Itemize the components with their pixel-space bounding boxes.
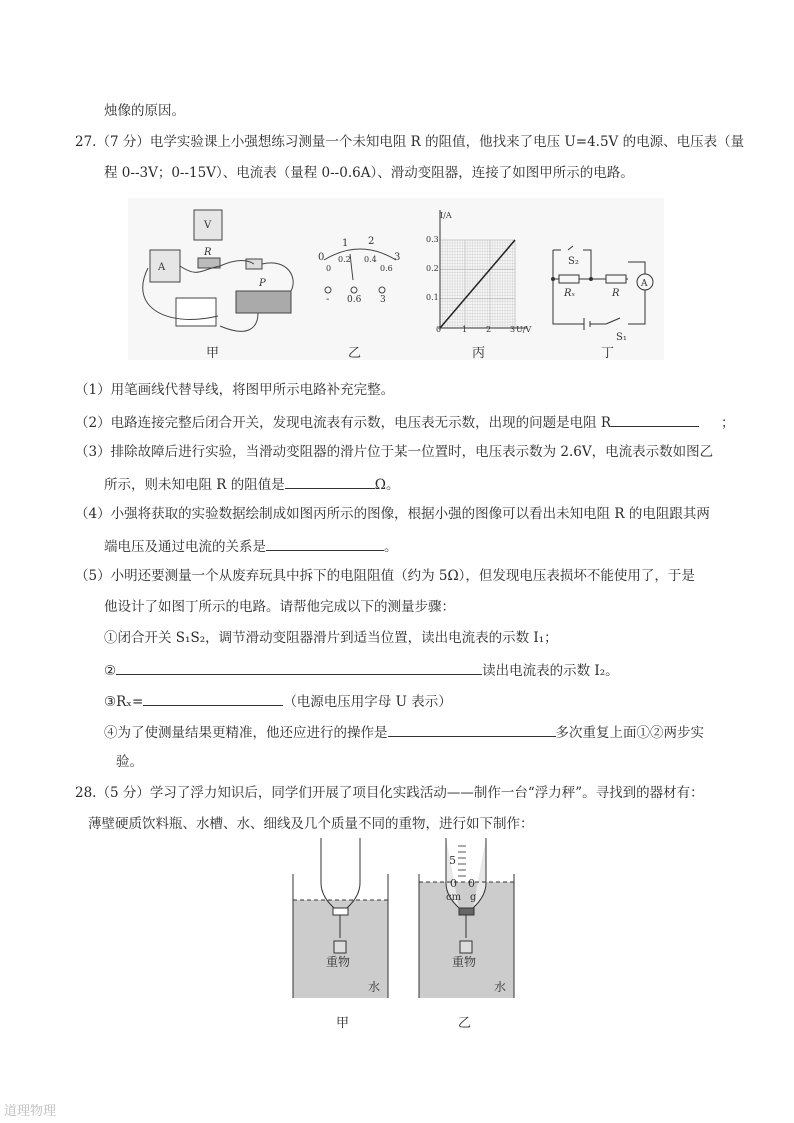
text-line <box>104 722 704 742</box>
caption-yi: 乙 <box>458 1016 472 1031</box>
water-label: 水 <box>368 980 381 994</box>
text: ② <box>104 663 117 679</box>
caption-bing: 丙 <box>472 346 486 361</box>
text: （电源电压用字母 U 表示） <box>283 694 452 710</box>
y-tick: 0.1 <box>426 293 439 302</box>
weight-label: 重物 <box>452 955 477 969</box>
unit-cm: cm <box>446 892 462 903</box>
ammeter-symbol: A <box>641 279 648 289</box>
voltmeter-label: V <box>204 220 212 231</box>
weight-label: 重物 <box>326 955 351 969</box>
terminal-label: - <box>326 294 330 305</box>
dial-bottom-tick: 0.6 <box>380 264 393 273</box>
figure-27 <box>128 198 664 360</box>
text: 多次重复上面①②两步实 <box>555 725 704 741</box>
switch-s1-label: S₁ <box>616 332 627 343</box>
caption-yi: 乙 <box>348 346 362 361</box>
dial-bottom-tick: 0.4 <box>364 255 377 264</box>
slider-label: P <box>259 278 266 289</box>
dial-top-tick: 3 <box>394 252 401 263</box>
dial-top-tick: 2 <box>368 236 375 247</box>
x-tick: 3 <box>510 325 516 334</box>
text-line: （1）用笔画线代替导线，将图甲所示电路补充完整。 <box>75 382 395 398</box>
ammeter-label: A <box>158 262 166 273</box>
text-line <box>104 536 398 556</box>
text: （2）电路连接完整后闭合开关，发现电流表有示数，电压表无示数，出现的问题是电阻 R <box>75 415 612 431</box>
tank-jia <box>293 838 388 998</box>
text: Ω。 <box>374 477 400 493</box>
text-line: （5）小明还要测量一个从废弃玩具中拆下的电阻阻值（约为 5Ω），但发现电压表损坏不能使用了，于是 <box>75 568 695 584</box>
text-line <box>104 474 399 494</box>
answer-blank[interactable] <box>388 722 556 737</box>
text-line <box>104 660 619 680</box>
text: ④为了使测量结果更精准，他还应进行的操作是 <box>104 725 388 741</box>
y-tick: 0.2 <box>426 264 439 273</box>
x-tick: 0 <box>436 325 442 334</box>
scale-zero-g: 0 <box>468 877 475 890</box>
caption-ding: 丁 <box>601 346 615 361</box>
question-27: 27.（7 分）电学实验课上小强想练习测量一个未知电阻 R 的阻值，他找来了电压 U=4.5V 的电源、电压表（量 <box>75 134 745 150</box>
text-line <box>104 691 452 711</box>
x-tick: 2 <box>486 325 492 334</box>
rx-label: Rₓ <box>564 288 576 299</box>
text-line: 验。 <box>116 754 143 770</box>
answer-blank[interactable] <box>266 536 384 551</box>
switch-s2-label: S₂ <box>568 256 579 267</box>
terminal-label: 3 <box>380 295 386 305</box>
dial-bottom-tick: 0.2 <box>338 255 351 264</box>
caption-jia: 甲 <box>336 1016 350 1031</box>
text-line: 程 0--3V；0--15V）、电流表（量程 0--0.6A）、滑动变阻器，连接了如图甲所示的电路。 <box>104 165 634 181</box>
water-label: 水 <box>494 980 507 994</box>
text: 所示，则未知电阻 R 的阻值是 <box>104 477 285 493</box>
answer-blank[interactable] <box>285 474 375 489</box>
answer-blank[interactable] <box>611 412 699 427</box>
resistor-label: R <box>204 247 212 258</box>
scale-mark: 5 <box>449 854 456 867</box>
answer-blank[interactable] <box>143 691 283 706</box>
x-tick: 1 <box>462 325 468 334</box>
text: ③Rₓ= <box>104 694 144 710</box>
text-line: （3）排除故障后进行实验，当滑动变阻器的滑片位于某一位置时，电压表示数为 2.6V，电流表示数如图乙 <box>75 444 714 460</box>
figure-28 <box>288 838 528 998</box>
unit-g: g <box>470 892 477 903</box>
text-line: 烛像的原因。 <box>104 103 185 119</box>
y-tick: 0.3 <box>426 235 439 244</box>
r-label: R <box>612 288 620 299</box>
dial-top-tick: 1 <box>342 238 349 249</box>
dial-top-tick: 0 <box>318 252 325 263</box>
question-28: 28.（5 分）学习了浮力知识后，同学们开展了项目化实践活动——制作一台“浮力秤”。寻找到的器材有： <box>75 785 704 801</box>
text: ； <box>721 415 735 431</box>
text-line: ①闭合开关 S₁S₂，调节滑动变阻器滑片到适当位置，读出电流表的示数 I₁； <box>104 630 558 646</box>
terminal-label: 0.6 <box>347 295 362 305</box>
scale-zero-cm: 0 <box>450 877 457 890</box>
caption-jia: 甲 <box>206 346 220 361</box>
dial-bottom-tick: 0 <box>326 264 332 273</box>
text-line: 薄壁硬质饮料瓶、水槽、水、细线及几个质量不同的重物，进行如下制作： <box>88 816 534 832</box>
tank-yi <box>419 838 514 998</box>
text: 读出电流表的示数 I₂。 <box>482 663 619 679</box>
text-line <box>75 412 735 432</box>
text: 端电压及通过电流的关系是 <box>104 539 266 555</box>
text-line: 他设计了如图丁所示的电路。请帮他完成以下的测量步骤： <box>104 599 455 615</box>
text-line: （4）小强将获取的实验数据绘制成如图丙所示的图像，根据小强的图像可以看出未知电阻 R 的电阻跟其两 <box>75 506 710 522</box>
y-axis-label: I/A <box>440 211 452 220</box>
text: 。 <box>384 539 398 555</box>
answer-blank[interactable] <box>116 660 482 675</box>
watermark: 道理物理 <box>4 1104 57 1119</box>
x-axis-label: U/V <box>516 325 532 334</box>
